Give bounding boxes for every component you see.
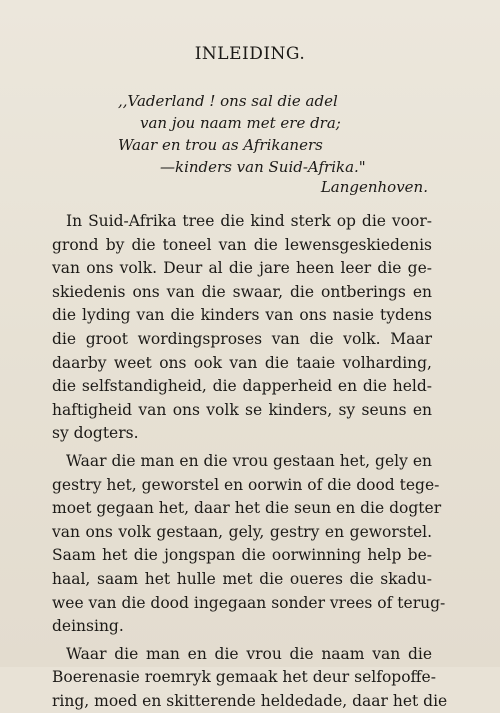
epigraph [118,90,366,178]
paragraph [52,210,432,446]
text-line: haftigheid van ons volk se kinders, sy seuns en [52,400,432,419]
text-line: deinsing. [52,617,124,636]
text-line: wee van die dood ingegaan sonder vrees of terug- [52,593,446,612]
epigraph-line: Waar en trou as Afrikaners [118,136,323,154]
text-line: In Suid-Afrika tree die kind sterk op die voor- [66,212,432,230]
text-line: Boerenasie roemryk gemaak het deur selfopoffe- [52,668,436,687]
text-line: die selfstandigheid, die dapperheid en die held- [52,377,432,396]
text-line: skiedenis ons van die swaar, die ontberings en [52,282,432,301]
text-line: grond by die toneel van die lewensgeskiedenis [52,235,432,254]
chapter-heading: INLEIDING. [194,44,306,64]
text-line: Waar die man en die vrou die naam van die [66,644,432,663]
text-line: Saam het die jongspan die oorwinning help be- [52,546,432,565]
paragraph [52,450,446,639]
text-line: Waar die man en die vrou gestaan het, gely en [66,451,432,470]
epigraph-line: ,,Vaderland ! ons sal die adel [118,92,338,110]
epigraph-attribution: Langenhoven. [320,178,428,196]
paragraph [52,643,448,713]
text-line: van ons volk gestaan, gely, gestry en geworstel. [52,522,432,541]
text-line: van ons volk. Deur al die jare heen leer die ge- [52,259,432,278]
text-line: ring, moed en skitterende heldedade, daar het die [52,691,448,710]
text-line: die groot wordingsproses van die volk. Maar [52,329,432,348]
text-line: haal, saam het hulle met die oueres die skadu- [52,569,432,588]
text-line: die lyding van die kinders van ons nasie tydens [52,306,432,325]
text-line: moet gegaan het, daar het die seun en die dogter [52,499,442,518]
text-line: gestry het, geworstel en oorwin of die dood tege- [52,475,440,494]
text-line: daarby weet ons ook van die taaie volharding, [52,353,432,372]
epigraph-line: —kinders van Suid-Afrika." [160,158,366,176]
epigraph-line: van jou naam met ere dra; [140,114,341,132]
body-text [52,210,448,713]
text-line: sy dogters. [52,424,139,443]
